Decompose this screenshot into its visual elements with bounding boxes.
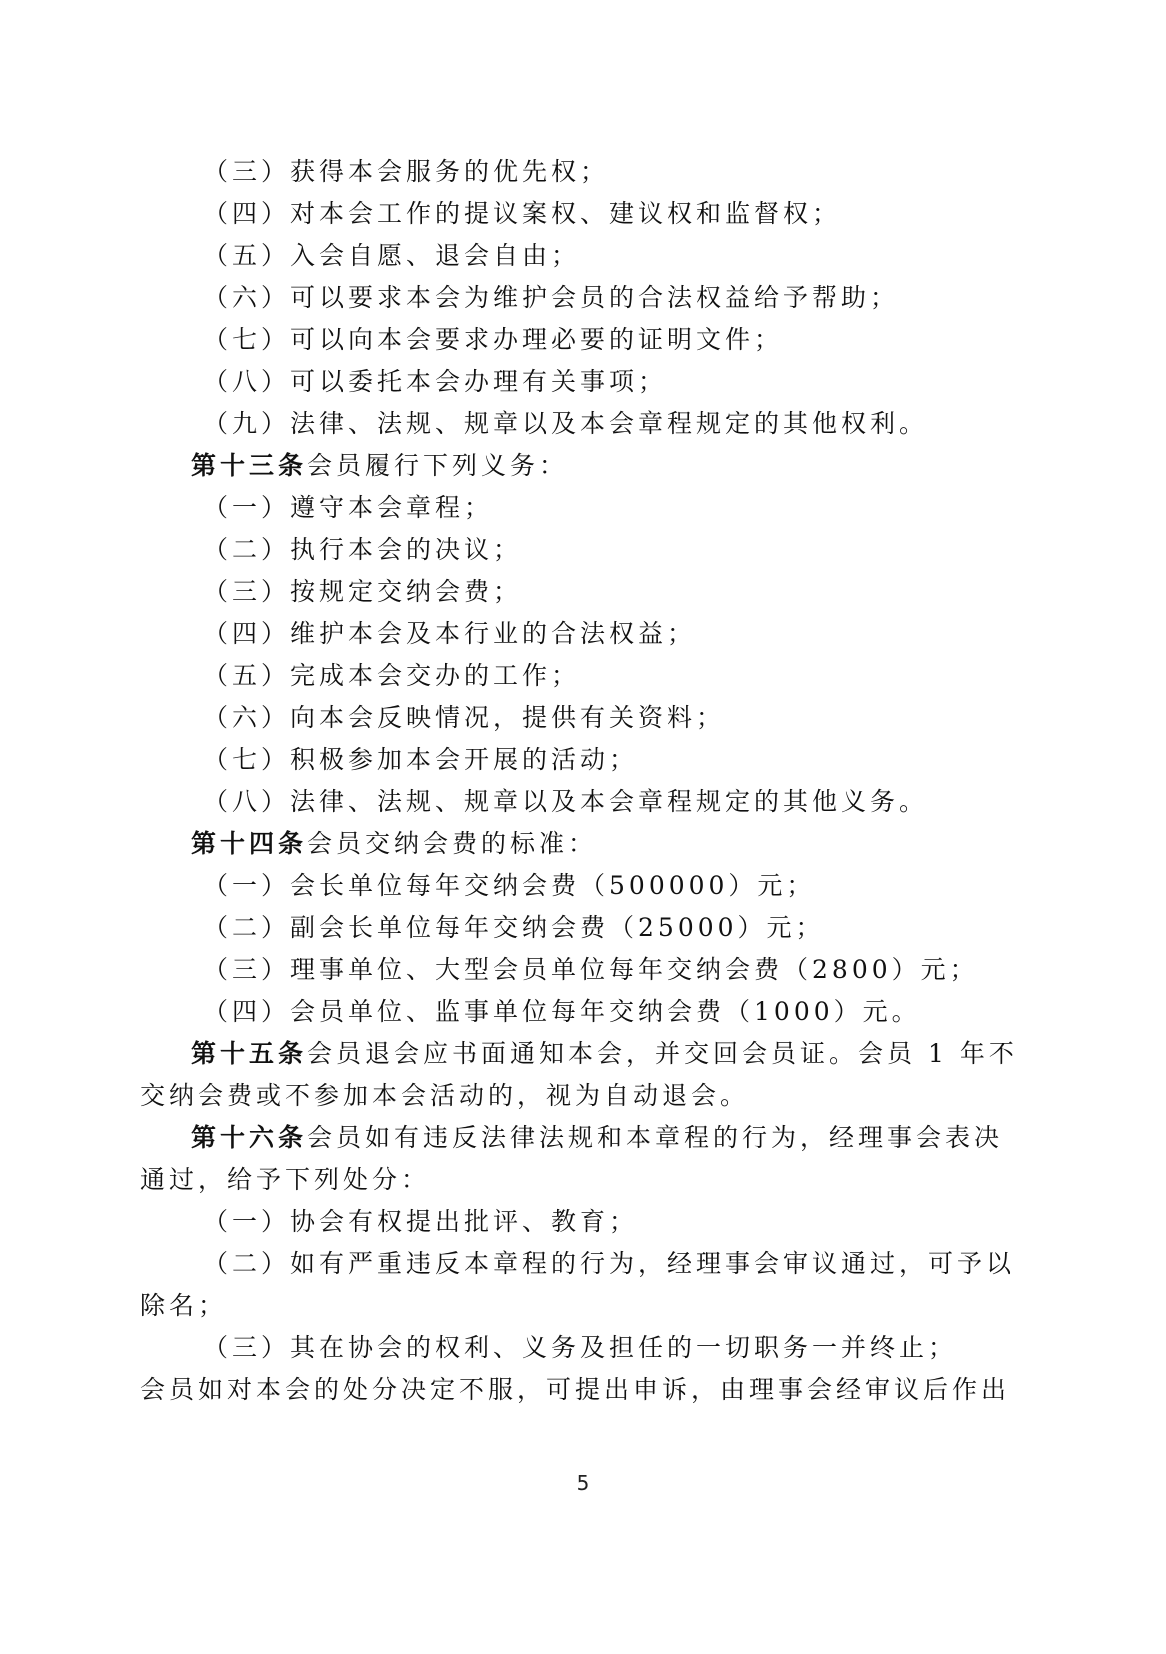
article-16-text-line-1: 会员如有违反法律法规和本章程的行为，经理事会表决 — [307, 1123, 1004, 1152]
duties-item-3: （三）按规定交纳会费； — [203, 577, 523, 606]
article-16-heading: 第十六条 — [191, 1123, 308, 1152]
rights-item-9: （九）法律、法规、规章以及本会章程规定的其他权利。 — [203, 409, 929, 438]
article-15-paragraph — [191, 1039, 1018, 1069]
article-13-paragraph — [191, 451, 568, 481]
duties-item-5: （五）完成本会交办的工作； — [203, 661, 581, 690]
penalty-item-2-line-2: 除名； — [140, 1291, 228, 1320]
duties-item-8: （八）法律、法规、规章以及本会章程规定的其他义务。 — [203, 787, 929, 816]
rights-item-6: （六）可以要求本会为维护会员的合法权益给予帮助； — [203, 283, 900, 312]
page-number: 5 — [576, 1471, 590, 1495]
article-14-heading: 第十四条 — [191, 829, 308, 858]
article-15-text-line-2: 交纳会费或不参加本会活动的，视为自动退会。 — [140, 1081, 750, 1110]
fee-item-2: （二）副会长单位每年交纳会费（25000）元； — [203, 913, 825, 942]
rights-item-4: （四）对本会工作的提议案权、建议权和监督权； — [203, 199, 842, 228]
article-13-heading: 第十三条 — [191, 451, 308, 480]
appeal-line: 会员如对本会的处分决定不服，可提出申诉，由理事会经审议后作出 — [140, 1375, 1011, 1404]
penalty-item-1: （一）协会有权提出批评、教育； — [203, 1207, 639, 1236]
duties-item-1: （一）遵守本会章程； — [203, 493, 494, 522]
duties-item-4: （四）维护本会及本行业的合法权益； — [203, 619, 697, 648]
penalty-item-2-line-1: （二）如有严重违反本章程的行为，经理事会审议通过，可予以 — [203, 1249, 1016, 1278]
article-14-paragraph — [191, 829, 597, 859]
rights-item-8: （八）可以委托本会办理有关事项； — [203, 367, 668, 396]
article-13-text: 会员履行下列义务： — [307, 451, 569, 480]
article-16-paragraph — [191, 1123, 1003, 1153]
fee-item-1: （一）会长单位每年交纳会费（500000）元； — [203, 871, 816, 900]
rights-item-3: （三）获得本会服务的优先权； — [203, 157, 610, 186]
article-16-text-line-2: 通过，给予下列处分： — [140, 1165, 431, 1194]
fee-item-3: （三）理事单位、大型会员单位每年交纳会费（2800）元； — [203, 955, 979, 984]
duties-item-7: （七）积极参加本会开展的活动； — [203, 745, 639, 774]
fee-item-4: （四）会员单位、监事单位每年交纳会费（1000）元。 — [203, 997, 921, 1026]
rights-item-7: （七）可以向本会要求办理必要的证明文件； — [203, 325, 784, 354]
article-15-text-line-1: 会员退会应书面通知本会，并交回会员证。会员 1 年不 — [307, 1039, 1018, 1068]
article-15-heading: 第十五条 — [191, 1039, 308, 1068]
penalty-item-3: （三）其在协会的权利、义务及担任的一切职务一并终止； — [203, 1333, 958, 1362]
rights-item-5: （五）入会自愿、退会自由； — [203, 241, 581, 270]
article-14-text: 会员交纳会费的标准： — [307, 829, 598, 858]
duties-item-2: （二）执行本会的决议； — [203, 535, 523, 564]
duties-item-6: （六）向本会反映情况，提供有关资料； — [203, 703, 726, 732]
